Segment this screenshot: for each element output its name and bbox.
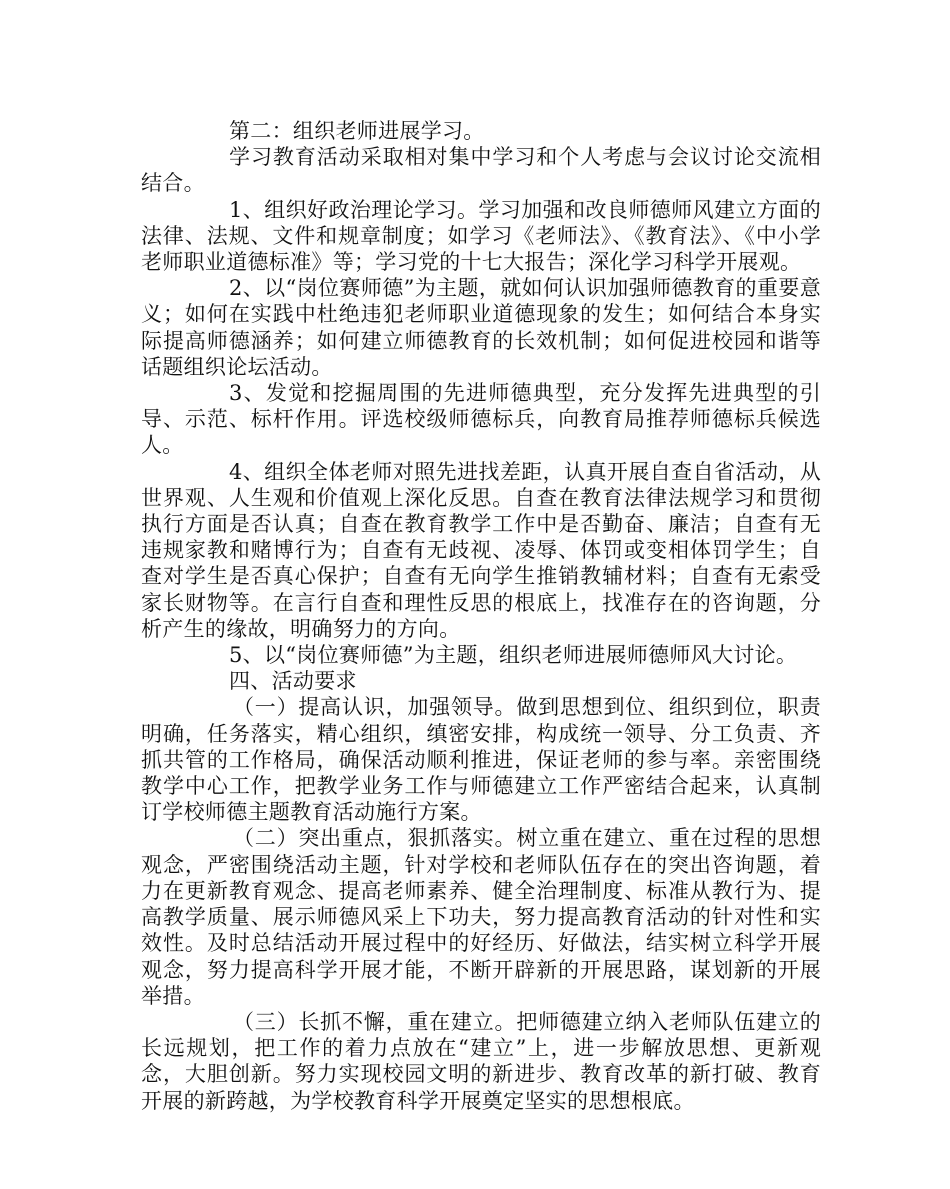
paragraph-item-3: 3、发觉和挖掘周围的先进师德典型，充分发挥先进典型的引导、示范、标杆作用。评选校级师德标兵，向教育局推荐师德标兵候选人。 (141, 381, 821, 458)
section-heading-organize-study: 第二：组织老师进展学习。 (229, 119, 485, 143)
paragraph-requirement-2: （二）突出重点，狠抓落实。树立重在建立、重在过程的思想观念，严密围绕活动主题，针对学校和老师队伍存在的突出咨询题，着力在更新教育观念、提高老师素养、健全治理制度、标准从教行为、提高教学质量、展示师德风采上下功夫，努力提高教育活动的针对性和实效性。及时总结活动开展过程中的好经历、好做法，结实树立科学开展观念，努力提高科学开展才能，不断开辟新的开展思路，谋划新的开展举措。 (141, 826, 821, 1008)
paragraph-item-1: 1、组织好政治理论学习。学习加强和改良师德师风建立方面的法律、法规、文件和规章制度；如学习《老师法》、《教育法》、《中小学老师职业道德标准》等；学习党的十七大报告；深化学习科学开展观。 (141, 197, 821, 275)
paragraph-requirement-3: （三）长抓不懈，重在建立。把师德建立纳入老师队伍建立的长远规划，把工作的着力点放在“建立”上，进一步解放思想、更新观念，大胆创新。努力实现校园文明的新进步、教育改革的新打破、教育开展的新跨越，为学校教育科学开展奠定坚实的思想根底。 (141, 1009, 821, 1113)
paragraph-study-method: 学习教育活动采取相对集中学习和个人考虑与会议讨论交流相结合。 (141, 145, 821, 196)
paragraph-item-5: 5、以“岗位赛师德”为主题，组织老师进展师德师风大讨论。 (229, 643, 798, 668)
paragraph-requirement-1: （一）提高认识，加强领导。做到思想到位、组织到位，职责明确，任务落实，精心组织，缜密安排，构成统一领导、分工负责、齐抓共管的工作格局，确保活动顺利推进，保证老师的参与率。亲密围绕教学中心工作，把教学业务工作与师德建立工作严密结合起来，认真制订学校师德主题教育活动施行方案。 (141, 695, 821, 825)
section-heading-activity-requirements: 四、活动要求 (229, 669, 357, 694)
paragraph-item-2: 2、以“岗位赛师德”为主题，就如何认识加强师德教育的重要意义；如何在实践中杜绝违犯老师职业道德现象的发生；如何结合本身实际提高师德涵养；如何建立师德教育的长效机制；如何促进校园和谐等话题组织论坛活动。 (141, 276, 821, 379)
document-body (141, 118, 821, 1114)
paragraph-item-4: 4、组织全体老师对照先进找差距，认真开展自查自省活动，从世界观、人生观和价值观上深化反思。自查在教育法律法规学习和贯彻执行方面是否认真；自查在教育教学工作中是否勤奋、廉洁；自查有无违规家教和赌博行为；自查有无歧视、凌辱、体罚或变相体罚学生；自查对学生是否真心保护；自查有无向学生推销教辅材料；自查有无索受家长财物等。在言行自查和理性反思的根底上，找准存在的咨询题，分析产生的缘故，明确努力的方向。 (141, 459, 821, 641)
